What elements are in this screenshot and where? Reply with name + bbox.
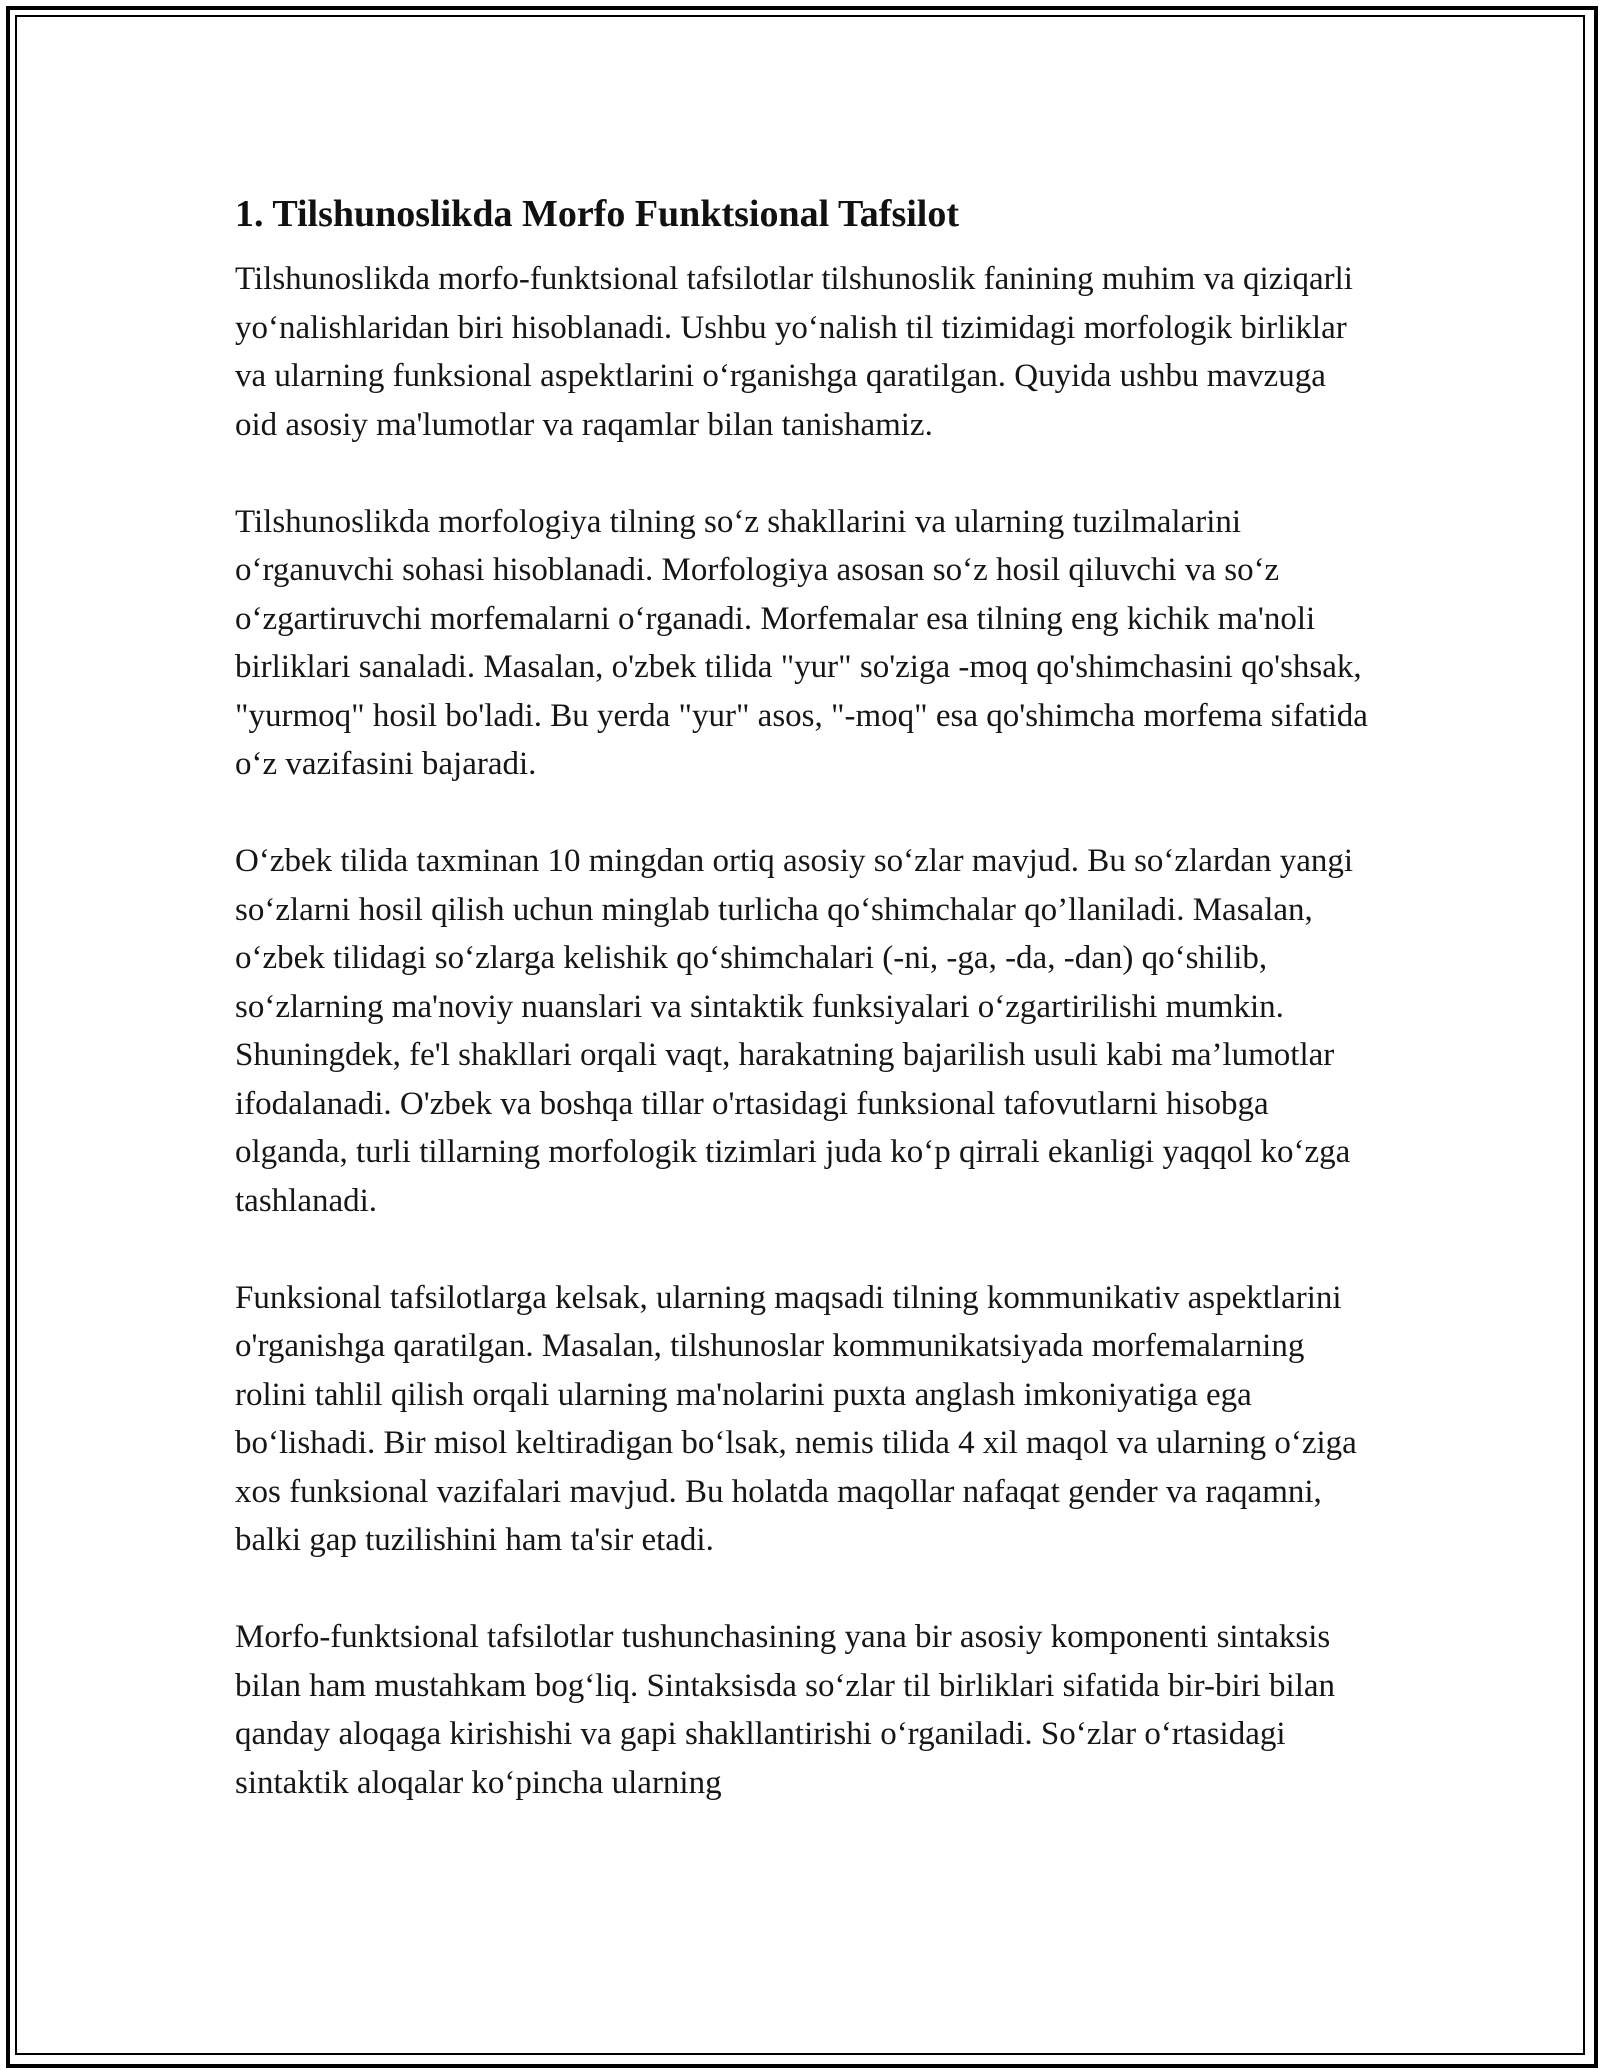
paragraph-uzbek-words: O‘zbek tilida taxminan 10 mingdan ortiq asosiy so‘zlar mavjud. Bu so‘zlardan yangi so‘zlarni hosil qilish uchun minglab turlicha qo‘shimchalar qo’llaniladi. Masalan, o‘zbek tilidagi so‘zlarga kelishik qo‘shimchalari (-ni, -ga, -da, -dan) qo‘shilib, so‘zlarning ma'noviy nuanslari va sintaktik funksiyalari o‘zgartirilishi mumkin. Shuningdek, fe'l shakllari orqali vaqt, harakatning bajarilish usuli kabi ma’lumotlar ifodalanadi. O'zbek va boshqa tillar o'rtasidagi funksional tafovutlarni hisobga olganda, turli tillarning morfologik tizimlari juda ko‘p qirrali ekanligi yaqqol ko‘zga tashlanadi. [235,843,1354,1219]
section-heading: 1. Tilshunoslikda Morfo Funktsional Tafsilot [235,193,960,235]
paragraph-syntax: Morfo-funktsional tafsilotlar tushunchasining yana bir asosiy komponenti sintaksis bilan ham mustahkam bog‘liq. Sintaksisda so‘zlar til birliklari sifatida bir-biri bilan qanday aloqaga kirishishi va gapi shakllantirishi o‘rganiladi. So‘zlar o‘rtasidagi sintaktik aloqalar ko‘pincha ularning [235,1619,1336,1801]
paragraph-functional: Funksional tafsilotlarga kelsak, ularning maqsadi tilning kommunikativ aspektlarini o'rganishga qaratilgan. Masalan, tilshunoslar kommunikatsiyada morfemalarning rolini tahlil qilish orqali ularning ma'nolarini puxta anglash imkoniyatiga ega bo‘lishadi. Bir misol keltiradigan bo‘lsak, nemis tilida 4 xil maqol va ularning o‘ziga xos funksional vazifalari mavjud. Bu holatda maqollar nafaqat gender va raqamni, balki gap tuzilishini ham ta'sir etadi. [235,1279,1357,1558]
paragraph-intro: Tilshunoslikda morfo-funktsional tafsilotlar tilshunoslik fanining muhim va qiziqarli yo‘nalishlaridan biri hisoblanadi. Ushbu yo‘nalish til tizimidagi morfologik birliklar va ularning funksional aspektlarini o‘rganishga qaratilgan. Quyida ushbu mavzuga oid asosiy ma'lumotlar va raqamlar bilan tanishamiz. [235,261,1353,443]
paragraph-morphology: Tilshunoslikda morfologiya tilning so‘z shakllarini va ularning tuzilmalarini o‘rganuvchi sohasi hisoblanadi. Morfologiya asosan so‘z hosil qiluvchi va so‘z o‘zgartiruvchi morfemalarni o‘rganadi. Morfemalar esa tilning eng kichik ma'noli birliklari sanaladi. Masalan, o'zbek tilida "yur" so'ziga -moq qo'shimchasini qo'shsak, "yurmoq" hosil bo'ladi. Bu yerda "yur" asos, "-moq" esa qo'shimcha morfema sifatida o‘z vazifasini bajaradi. [235,503,1368,782]
document-body [235,188,1375,1807]
